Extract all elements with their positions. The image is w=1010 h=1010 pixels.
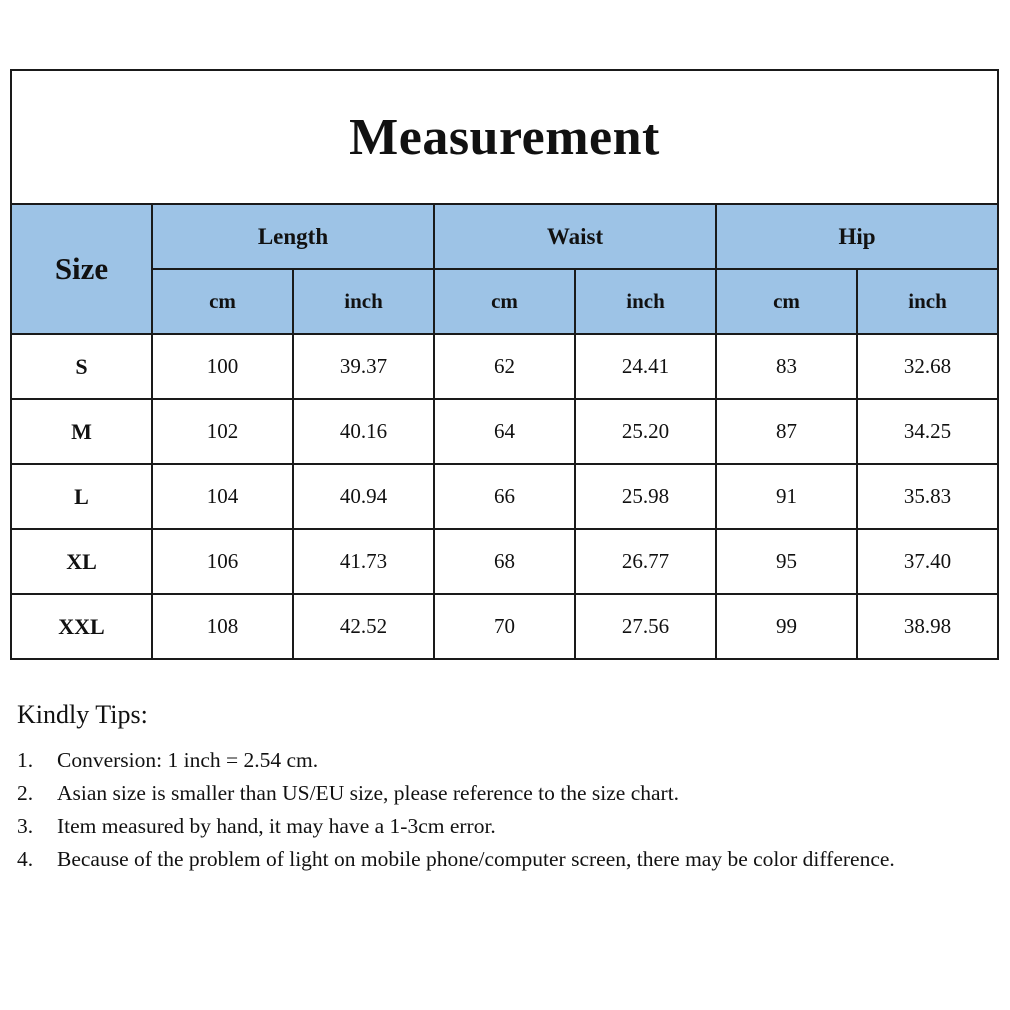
length-inch-cell: 40.94 — [293, 464, 434, 529]
kindly-tips-section — [17, 700, 947, 876]
hip-cm-cell: 83 — [716, 334, 857, 399]
length-inch-cell: 40.16 — [293, 399, 434, 464]
tips-list — [17, 744, 947, 876]
length-inch-cell: 41.73 — [293, 529, 434, 594]
waist-cm-cell: 66 — [434, 464, 575, 529]
tip-text: Conversion: 1 inch = 2.54 cm. — [57, 748, 319, 772]
length-cm-header: cm — [152, 269, 293, 334]
table-row — [11, 529, 998, 594]
length-inch-header: inch — [293, 269, 434, 334]
waist-cm-cell: 64 — [434, 399, 575, 464]
size-cell: XL — [11, 529, 152, 594]
table-row — [11, 464, 998, 529]
hip-inch-header: inch — [857, 269, 998, 334]
hip-inch-cell: 32.68 — [857, 334, 998, 399]
table-row — [11, 594, 998, 659]
size-column-header: Size — [11, 204, 152, 334]
waist-inch-cell: 27.56 — [575, 594, 716, 659]
length-cm-cell: 106 — [152, 529, 293, 594]
hip-inch-cell: 35.83 — [857, 464, 998, 529]
waist-inch-cell: 25.98 — [575, 464, 716, 529]
length-cm-cell: 108 — [152, 594, 293, 659]
waist-cm-cell: 68 — [434, 529, 575, 594]
waist-group-header: Waist — [434, 204, 716, 269]
list-item — [17, 810, 947, 843]
waist-cm-cell: 70 — [434, 594, 575, 659]
waist-inch-header: inch — [575, 269, 716, 334]
waist-cm-cell: 62 — [434, 334, 575, 399]
waist-cm-header: cm — [434, 269, 575, 334]
tip-number: 1. — [17, 748, 34, 772]
tip-number: 4. — [17, 847, 34, 871]
length-cm-cell: 102 — [152, 399, 293, 464]
hip-cm-cell: 87 — [716, 399, 857, 464]
hip-cm-cell: 99 — [716, 594, 857, 659]
hip-cm-cell: 91 — [716, 464, 857, 529]
hip-cm-header: cm — [716, 269, 857, 334]
tip-text: Because of the problem of light on mobile phone/computer screen, there may be color difference. — [57, 847, 895, 871]
chart-title: Measurement — [11, 70, 998, 204]
hip-inch-cell: 37.40 — [857, 529, 998, 594]
size-chart-table — [10, 69, 999, 660]
size-cell: M — [11, 399, 152, 464]
table-row — [11, 334, 998, 399]
length-cm-cell: 104 — [152, 464, 293, 529]
size-cell: S — [11, 334, 152, 399]
length-inch-cell: 39.37 — [293, 334, 434, 399]
tip-text: Item measured by hand, it may have a 1-3cm error. — [57, 814, 496, 838]
tip-text: Asian size is smaller than US/EU size, please reference to the size chart. — [57, 781, 680, 805]
waist-inch-cell: 25.20 — [575, 399, 716, 464]
tip-number: 2. — [17, 781, 34, 805]
waist-inch-cell: 24.41 — [575, 334, 716, 399]
length-inch-cell: 42.52 — [293, 594, 434, 659]
tips-title: Kindly Tips: — [17, 700, 148, 729]
unit-header-row — [11, 269, 998, 334]
length-group-header: Length — [152, 204, 434, 269]
table-row — [11, 399, 998, 464]
hip-inch-cell: 34.25 — [857, 399, 998, 464]
waist-inch-cell: 26.77 — [575, 529, 716, 594]
length-cm-cell: 100 — [152, 334, 293, 399]
tip-number: 3. — [17, 814, 34, 838]
title-row — [11, 70, 998, 204]
size-cell: XXL — [11, 594, 152, 659]
list-item — [17, 777, 947, 810]
size-cell: L — [11, 464, 152, 529]
list-item — [17, 744, 947, 777]
group-header-row — [11, 204, 998, 269]
hip-group-header: Hip — [716, 204, 998, 269]
hip-cm-cell: 95 — [716, 529, 857, 594]
list-item — [17, 843, 947, 876]
hip-inch-cell: 38.98 — [857, 594, 998, 659]
